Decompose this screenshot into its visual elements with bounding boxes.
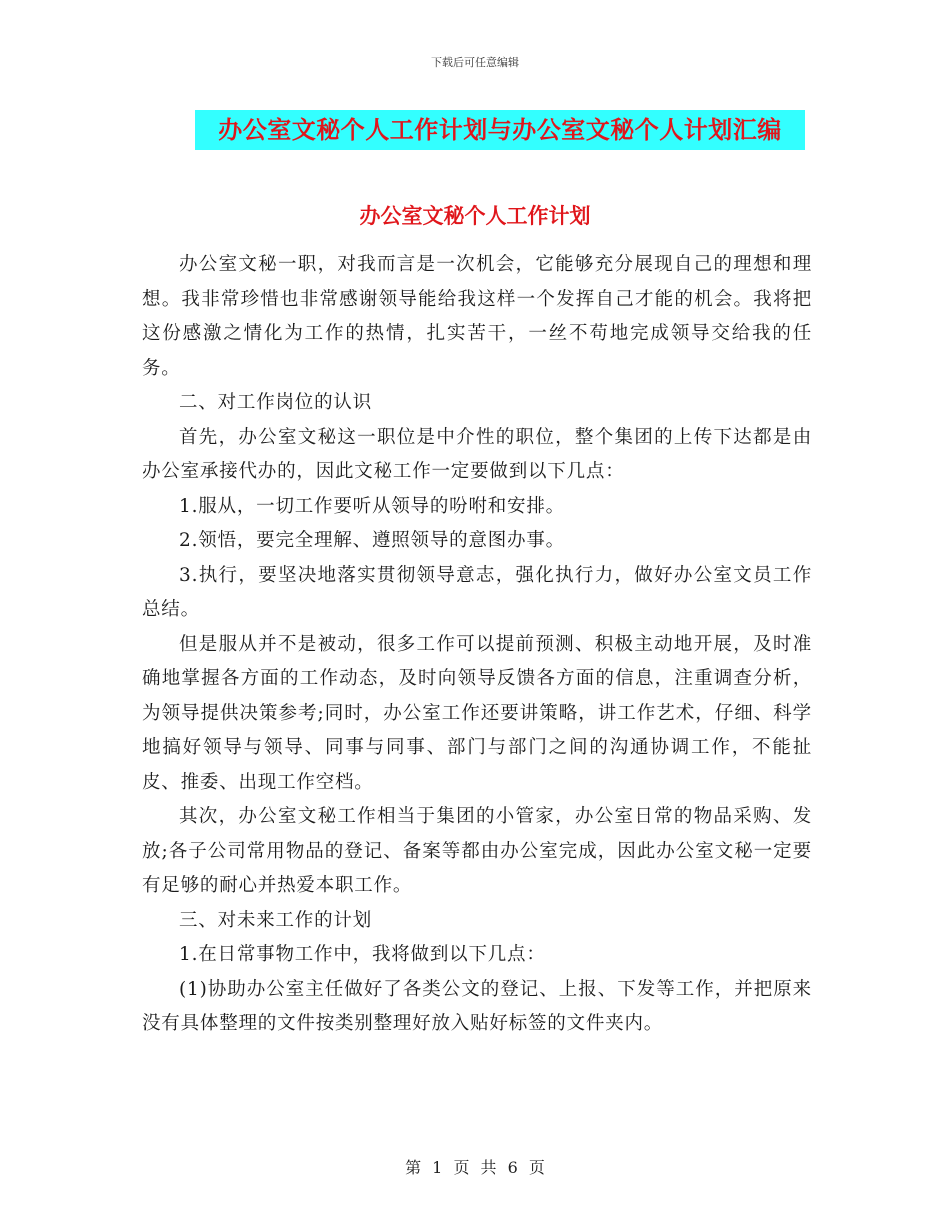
list-item: 1.服从，一切工作要听从领导的吩咐和安排。 bbox=[179, 495, 565, 517]
section-title: 办公室文秘个人工作计划 bbox=[359, 203, 591, 228]
paragraph: 但是服从并不是被动，很多工作可以提前预测、积极主动地开展，及时准确地掌握各方面的工作动态，及时向领导反馈各方面的信息，注重调查分析，为领导提供决策参考;同时，办公室工作还要讲策略，讲工作艺术，仔细、科学地搞好领导与领导、同事与同事、部门与部门之间的沟通协调工作，不能扯皮、推委、出现工作空档。 bbox=[142, 633, 812, 793]
list-item: 3.执行，要坚决地落实贯彻领导意志，强化执行力，做好办公室文员工作总结。 bbox=[142, 564, 812, 620]
body-text bbox=[142, 248, 812, 1042]
list-item: 1.在日常事物工作中，我将做到以下几点： bbox=[179, 944, 546, 965]
list-item: 2.领悟，要完全理解、遵照领导的意图办事。 bbox=[179, 530, 565, 551]
header-note: 下载后可任意编辑 bbox=[431, 56, 519, 69]
document-title: 办公室文秘个人工作计划与办公室文秘个人计划汇编 bbox=[195, 110, 805, 150]
heading-future-plan: 三、对未来工作的计划 bbox=[179, 909, 373, 931]
paragraph: 办公室文秘一职，对我而言是一次机会，它能够充分展现自己的理想和理想。我非常珍惜也非常感谢领导能给我这样一个发挥自己才能的机会。我将把这份感激之情化为工作的热情，扎实苦干，一丝不苟地完成领导交给我的任务。 bbox=[142, 254, 812, 379]
heading-job-understanding: 二、对工作岗位的认识 bbox=[179, 392, 373, 413]
page-number: 第 1 页 共 6 页 bbox=[405, 1158, 545, 1177]
paragraph: 其次，办公室文秘工作相当于集团的小管家，办公室日常的物品采购、发放;各子公司常用物品的登记、备案等都由办公室完成，因此办公室文秘一定要有足够的耐心并热爱本职工作。 bbox=[142, 806, 812, 896]
paragraph: 首先，办公室文秘这一职位是中介性的职位，整个集团的上传下达都是由办公室承接代办的，因此文秘工作一定要做到以下几点： bbox=[142, 426, 812, 482]
paragraph: (1)协助办公室主任做好了各类公文的登记、上报、下发等工作，并把原来没有具体整理的文件按类别整理好放入贴好标签的文件夹内。 bbox=[142, 978, 812, 1034]
